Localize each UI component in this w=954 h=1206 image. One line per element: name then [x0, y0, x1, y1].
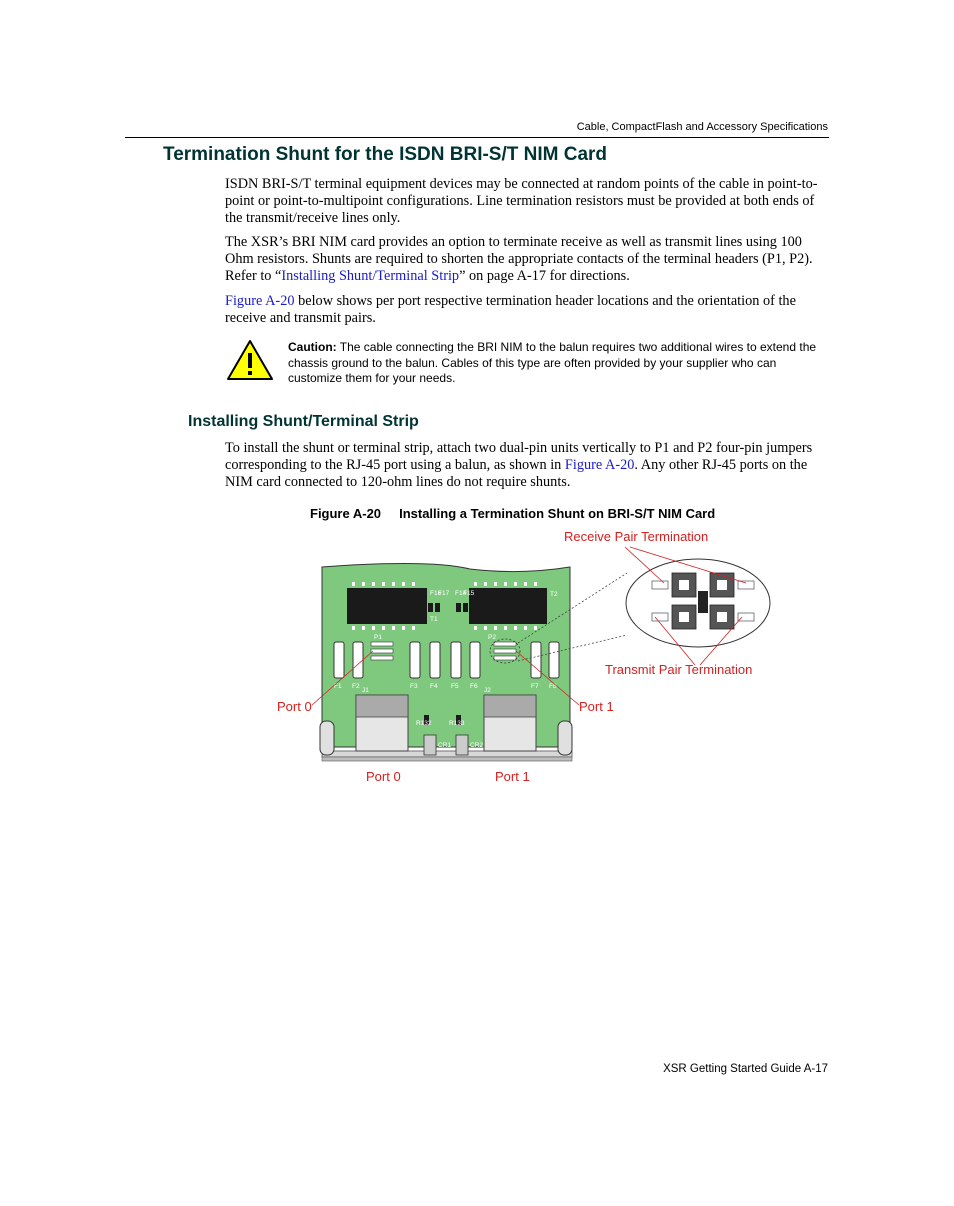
label-t1: T1	[430, 616, 438, 623]
install-text-end: . Any other RJ-45 ports on the NIM card connected to 120-ohm lines do not require shunts.	[225, 457, 808, 490]
intro-paragraph: ISDN BRI-S/T terminal equipment devices may be connected at random points of the cable in point-to-point or point-to-multipoint configurations. Line termination resistors must be provided at both ends of the transmit/receive lines only.	[225, 176, 818, 226]
running-footer: XSR Getting Started Guide A-17	[663, 1063, 828, 1075]
figure-reference-text: below shows per port respective termination header locations and the orientation of the receive and transmit pairs.	[225, 293, 796, 326]
transformer-t2	[469, 588, 547, 624]
label-p1: P1	[374, 634, 382, 641]
transmit-pair-label: Transmit Pair Termination	[605, 662, 753, 677]
resistor-text-end: ” on page A-17 for directions.	[459, 268, 630, 284]
mounting-tab-right	[558, 721, 572, 755]
subsection-title: Installing Shunt/Terminal Strip	[188, 413, 419, 430]
label-j2: J2	[484, 687, 491, 694]
label-cr1: CR1	[438, 742, 452, 749]
header-rule	[125, 137, 829, 138]
label-f3: F3	[410, 683, 418, 690]
receive-pair-label: Receive Pair Termination	[564, 529, 709, 544]
label-f15: F15	[463, 590, 475, 597]
label-cr2: CR2	[470, 742, 484, 749]
label-r132: R132	[416, 720, 432, 727]
port0-bottom-label: Port 0	[366, 769, 401, 784]
label-j1: J1	[362, 687, 369, 694]
caution-body: The cable connecting the BRI NIM to the balun requires two additional wires to extend the chassis ground to the balun. Cables of this type are often provided by your supplier who can customize them for your needs.	[288, 340, 817, 385]
figure-a20-link-2[interactable]: Figure A-20	[564, 457, 635, 473]
install-text-start: To install the shunt or terminal strip, attach two dual-pin units vertically to P1 and P2 four-pin jumpers corresponding to the RJ-45 port using a balun, as shown in	[225, 440, 813, 473]
label-f16: F16	[430, 590, 442, 597]
header-p2	[494, 642, 516, 660]
caution-note	[288, 340, 828, 387]
label-r133: R133	[449, 720, 465, 727]
port1-bottom-label: Port 1	[495, 769, 530, 784]
running-header: Cable, CompactFlash and Accessory Specifications	[576, 121, 828, 133]
mounting-tab-left	[320, 721, 334, 755]
label-t2: T2	[550, 591, 558, 598]
label-f6: F6	[470, 683, 478, 690]
label-f14: F14	[455, 590, 467, 597]
card-rail-lower	[322, 757, 572, 761]
label-f17: F17	[438, 590, 450, 597]
figure-reference-paragraph	[225, 293, 830, 327]
label-f1: F1	[334, 683, 342, 690]
resistor-paragraph	[225, 234, 830, 285]
label-f4: F4	[430, 683, 438, 690]
caution-label: Caution:	[288, 340, 337, 354]
figure-a20-link[interactable]: Figure A-20	[225, 293, 295, 309]
install-paragraph	[225, 440, 830, 491]
label-f7: F7	[531, 683, 539, 690]
label-p2: P2	[488, 634, 496, 641]
resistor-text-start: The XSR’s BRI NIM card provides an option to terminate receive as well as transmit lines using 100 Ohm resistors. Shunts are required to shorten the appropriate contacts of the terminal headers (P1, P2). Refer to “	[225, 234, 813, 284]
port0-side-label: Port 0	[277, 699, 312, 714]
label-f5: F5	[451, 683, 459, 690]
figure-caption: Figure A-20 Installing a Termination Shunt on BRI-S/T NIM Card	[310, 506, 716, 521]
warning-triangle-icon	[226, 339, 274, 381]
label-f2: F2	[352, 683, 360, 690]
transformer-t1	[347, 588, 427, 624]
section-title: Termination Shunt for the ISDN BRI-S/T NIM Card	[163, 144, 608, 165]
header-p1	[371, 642, 393, 660]
installing-shunt-link[interactable]: Installing Shunt/Terminal Strip	[281, 268, 460, 284]
port1-side-label: Port 1	[579, 699, 614, 714]
card-rail	[322, 751, 572, 757]
label-f8: F8	[549, 683, 557, 690]
nim-card-figure	[270, 525, 790, 795]
